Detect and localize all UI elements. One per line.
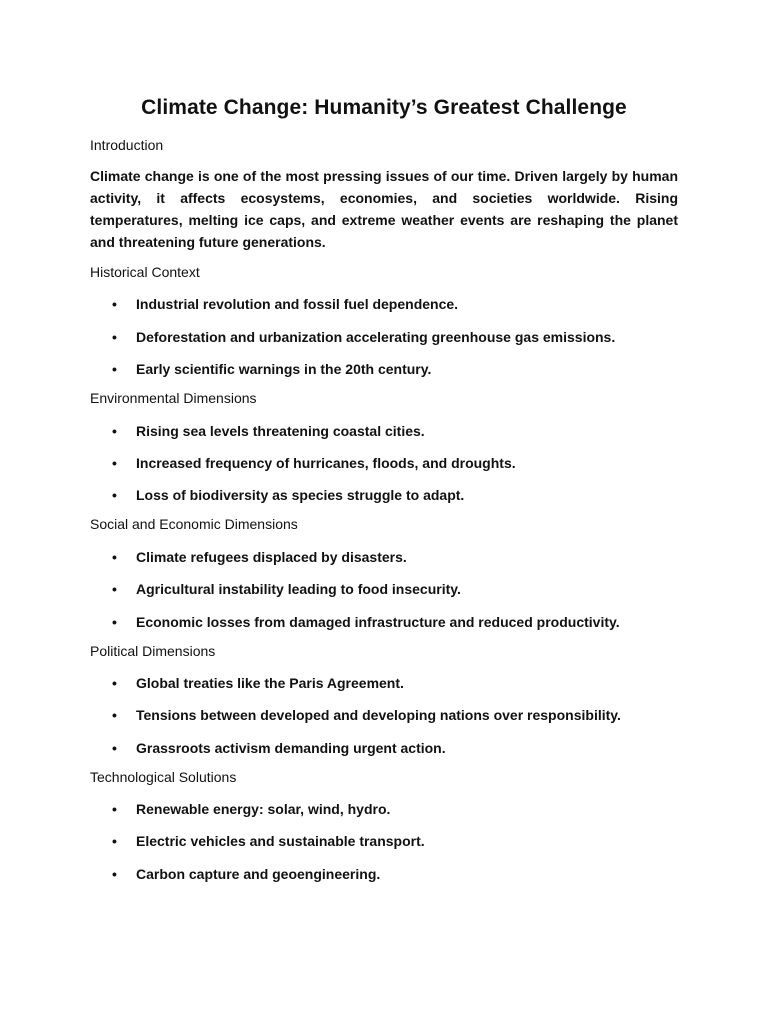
bullet-icon: •: [112, 707, 117, 724]
list-item-text: Early scientific warnings in the 20th century.: [136, 361, 432, 378]
list-item-text: Industrial revolution and fossil fuel dependence.: [136, 296, 459, 313]
bullet-list-historical-context: [90, 294, 678, 379]
document-body: [90, 94, 678, 884]
bullet-icon: •: [112, 328, 117, 345]
bullet-list-political-dimensions: [90, 673, 678, 758]
bullet-icon: •: [112, 454, 117, 471]
bullet-icon: •: [112, 487, 117, 504]
list-item-text: Loss of biodiversity as species struggle to adapt.: [136, 487, 465, 504]
list-item: [90, 453, 678, 473]
list-item: [90, 799, 678, 819]
list-item-text: Rising sea levels threatening coastal cities.: [136, 422, 425, 439]
bullet-icon: •: [112, 296, 117, 313]
bullet-icon: •: [112, 361, 117, 378]
bullet-icon: •: [112, 581, 117, 598]
list-item: [90, 421, 678, 441]
list-item-text: Economic losses from damaged infrastructure and reduced productivity.: [136, 613, 620, 630]
list-item: [90, 579, 678, 599]
bullet-icon: •: [112, 739, 117, 756]
intro-paragraph: Climate change is one of the most pressing issues of our time. Driven largely by human activity, it affects ecosystems, economies, and societies worldwide. Rising temperatures, melting ice caps, and extreme weather events are reshaping the planet and threatening future generations.: [90, 168, 678, 250]
list-item: [90, 485, 678, 505]
list-item-text: Electric vehicles and sustainable transport.: [136, 833, 425, 850]
section-heading-political-dimensions: Political Dimensions: [90, 642, 216, 659]
section-heading-introduction: Introduction: [90, 137, 164, 153]
list-item: [90, 738, 678, 758]
bullet-icon: •: [112, 865, 117, 882]
list-item: [90, 705, 678, 725]
list-item: [90, 359, 678, 379]
bullet-icon: •: [112, 801, 117, 818]
list-item: [90, 327, 678, 347]
list-item: [90, 864, 678, 884]
section-heading-historical-context: Historical Context: [90, 264, 200, 280]
list-item-text: Renewable energy: solar, wind, hydro.: [136, 801, 391, 818]
list-item: [90, 673, 678, 693]
list-item-text: Carbon capture and geoengineering.: [136, 865, 381, 882]
section-heading-social-economic-dimensions: Social and Economic Dimensions: [90, 516, 298, 533]
list-item-text: Grassroots activism demanding urgent action.: [136, 739, 446, 756]
document-title: Climate Change: Humanity’s Greatest Challenge: [141, 96, 627, 119]
bullet-icon: •: [112, 674, 117, 691]
list-item-text: Increased frequency of hurricanes, floods, and droughts.: [136, 454, 516, 471]
bullet-icon: •: [112, 422, 117, 439]
bullet-icon: •: [112, 833, 117, 850]
bullet-list-social-economic-dimensions: [90, 547, 678, 632]
section-heading-technological-solutions: Technological Solutions: [90, 768, 237, 785]
list-item-text: Agricultural instability leading to food insecurity.: [136, 581, 461, 598]
list-item-text: Global treaties like the Paris Agreement.: [136, 674, 404, 691]
list-item-text: Tensions between developed and developing nations over responsibility.: [136, 707, 621, 724]
list-item: [90, 612, 678, 632]
list-item: [90, 547, 678, 567]
bullet-list-technological-solutions: [90, 799, 678, 884]
bullet-icon: •: [112, 613, 117, 630]
section-heading-environmental-dimensions: Environmental Dimensions: [90, 390, 257, 407]
bullet-list-environmental-dimensions: [90, 421, 678, 506]
list-item-text: Climate refugees displaced by disasters.: [136, 548, 407, 565]
list-item: [90, 831, 678, 851]
list-item: [90, 294, 678, 314]
bullet-icon: •: [112, 548, 117, 565]
list-item-text: Deforestation and urbanization accelerating greenhouse gas emissions.: [136, 328, 616, 345]
